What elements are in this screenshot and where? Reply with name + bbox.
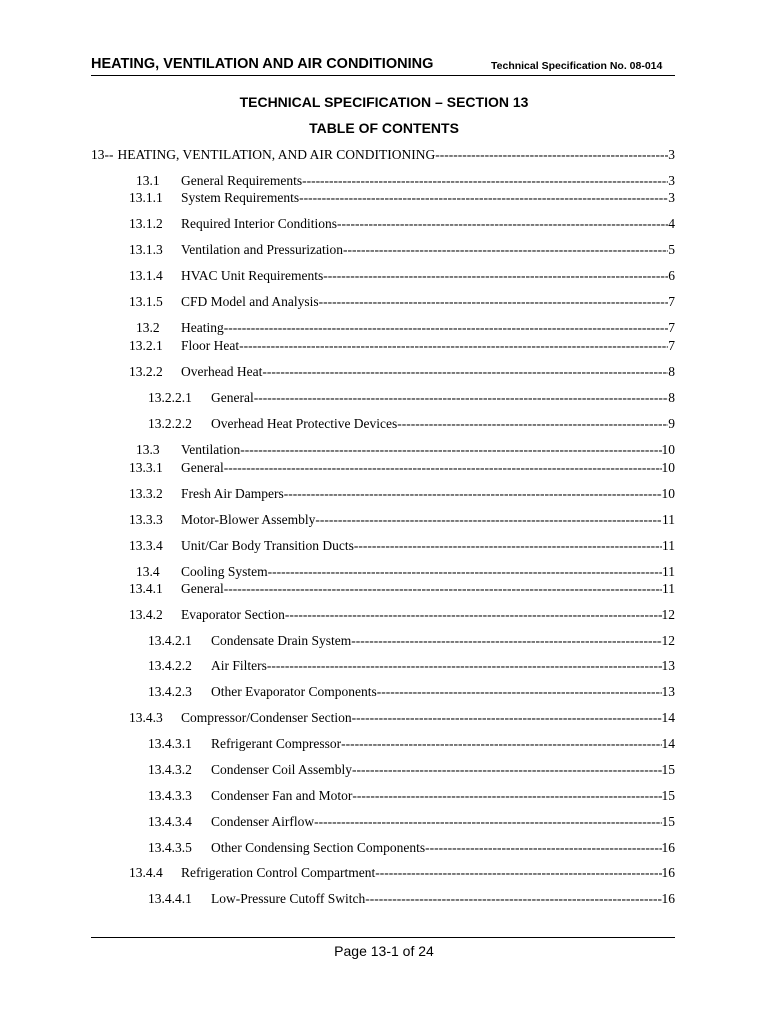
toc-entry-title: Air Filters xyxy=(211,658,267,673)
header-title: HEATING, VENTILATION AND AIR CONDITIONING xyxy=(91,56,434,72)
toc-entry-number: 13-- xyxy=(91,147,114,162)
toc-entry[interactable] xyxy=(129,190,675,206)
toc-entry-number: 13.4.2.1 xyxy=(148,633,192,648)
toc-entry[interactable] xyxy=(148,416,675,432)
toc-entry[interactable] xyxy=(148,762,675,778)
toc-entry-page: 10 xyxy=(661,486,675,501)
toc-entry[interactable] xyxy=(129,338,675,354)
toc-entry-page: 4 xyxy=(668,216,675,231)
toc-dot-leader xyxy=(314,814,661,830)
toc-entry[interactable] xyxy=(129,294,675,310)
toc-entry-number: 13.4.4.1 xyxy=(148,891,192,906)
toc-entry[interactable] xyxy=(129,268,675,284)
toc-entry-number: 13.4.2 xyxy=(129,607,163,622)
toc-entry[interactable] xyxy=(148,814,675,830)
toc-dot-leader xyxy=(365,891,661,907)
toc-dot-leader xyxy=(302,173,668,189)
toc-entry[interactable] xyxy=(129,865,675,881)
toc-entry-title: HEATING, VENTILATION, AND AIR CONDITIONING xyxy=(117,147,436,162)
toc-dot-leader xyxy=(268,564,662,580)
toc-entry-page: 16 xyxy=(661,865,675,880)
toc-entry-title: Condensate Drain System xyxy=(211,633,352,648)
toc-entry-page: 12 xyxy=(661,633,675,648)
toc-entry-page: 7 xyxy=(668,320,675,335)
toc-entry-number: 13.1.4 xyxy=(129,268,163,283)
toc-entry-number: 13.3.2 xyxy=(129,486,163,501)
toc-dot-leader xyxy=(239,338,668,354)
toc-entry[interactable] xyxy=(129,607,675,623)
toc-entry-number: 13.3.3 xyxy=(129,512,163,527)
toc-dot-leader xyxy=(354,538,662,554)
toc-entry-number: 13.2.2 xyxy=(129,364,163,379)
toc-entry-title: Heating xyxy=(181,320,224,335)
toc-entry-page: 3 xyxy=(668,190,675,205)
toc-dot-leader xyxy=(343,242,668,258)
toc-entry-number: 13.4.4 xyxy=(129,865,163,880)
toc-entry-page: 12 xyxy=(661,607,675,622)
toc-entry-page: 5 xyxy=(668,242,675,257)
toc-entry-number: 13.2.1 xyxy=(129,338,163,353)
toc-entry-title: Cooling System xyxy=(181,564,268,579)
toc-dot-leader xyxy=(435,147,668,163)
toc-entry-number: 13.1.3 xyxy=(129,242,163,257)
toc-dot-leader xyxy=(337,216,668,232)
toc-dot-leader xyxy=(240,442,661,458)
toc-entry-title: Refrigerant Compressor xyxy=(211,736,342,751)
toc-entry[interactable] xyxy=(148,658,675,674)
toc-dot-leader xyxy=(352,710,662,726)
toc-entry-title: Condenser Coil Assembly xyxy=(211,762,352,777)
toc-entry-page: 14 xyxy=(661,710,675,725)
toc-entry-number: 13.4.3.1 xyxy=(148,736,192,751)
toc-entry-number: 13.1 xyxy=(136,173,160,188)
toc-entry[interactable] xyxy=(129,710,675,726)
toc-dot-leader xyxy=(284,486,662,502)
toc-entry-title: CFD Model and Analysis xyxy=(181,294,319,309)
toc-entry-title: General Requirements xyxy=(181,173,303,188)
toc-entry[interactable] xyxy=(148,684,675,700)
toc-entry-number: 13.4.1 xyxy=(129,581,163,596)
toc-entry-title: Condenser Fan and Motor xyxy=(211,788,353,803)
toc-entry[interactable] xyxy=(148,736,675,752)
toc-dot-leader xyxy=(351,633,661,649)
toc-entry-title: General xyxy=(181,460,224,475)
toc-entry-number: 13.3.1 xyxy=(129,460,163,475)
toc-dot-leader xyxy=(397,416,668,432)
toc-entry-title: Ventilation xyxy=(181,442,241,457)
toc-entry[interactable] xyxy=(129,242,675,258)
toc-entry-title: Other Condensing Section Components xyxy=(211,840,426,855)
toc-entry-page: 11 xyxy=(662,564,675,579)
toc-entry-number: 13.1.1 xyxy=(129,190,163,205)
toc-entry[interactable] xyxy=(129,364,675,380)
page-number: Page 13-1 of 24 xyxy=(334,943,434,959)
toc-entry-page: 15 xyxy=(661,788,675,803)
toc-entry-page: 15 xyxy=(661,762,675,777)
toc-dot-leader xyxy=(224,581,662,597)
toc-dot-leader xyxy=(262,364,668,380)
toc-entry-title: Ventilation and Pressurization xyxy=(181,242,343,257)
toc-entry-title: General xyxy=(211,390,254,405)
toc-entry-title: HVAC Unit Requirements xyxy=(181,268,324,283)
toc-heading: TABLE OF CONTENTS xyxy=(309,120,459,136)
toc-entry-title: Required Interior Conditions xyxy=(181,216,337,231)
toc-dot-leader xyxy=(425,840,661,856)
toc-dot-leader xyxy=(267,658,662,674)
toc-entry-title: Unit/Car Body Transition Ducts xyxy=(181,538,354,553)
toc-entry-page: 10 xyxy=(661,460,675,475)
toc-entry-page: 11 xyxy=(662,512,675,527)
toc-entry-title: Refrigeration Control Compartment xyxy=(181,865,376,880)
toc-entry-title: Fresh Air Dampers xyxy=(181,486,284,501)
toc-entry-number: 13.4.2.3 xyxy=(148,684,192,699)
toc-entry-number: 13.1.2 xyxy=(129,216,163,231)
toc-entry-page: 14 xyxy=(661,736,675,751)
toc-entry[interactable] xyxy=(129,486,675,502)
toc-entry[interactable] xyxy=(148,788,675,804)
toc-entry-number: 13.4.3.4 xyxy=(148,814,192,829)
toc-entry-page: 11 xyxy=(662,581,675,596)
toc-entry-title: Overhead Heat xyxy=(181,364,263,379)
toc-entry-page: 16 xyxy=(661,840,675,855)
toc-entry-number: 13.3 xyxy=(136,442,160,457)
toc-entry-page: 3 xyxy=(668,147,675,162)
toc-entry-title: Evaporator Section xyxy=(181,607,285,622)
toc-dot-leader xyxy=(341,736,661,752)
toc-entry-title: Floor Heat xyxy=(181,338,240,353)
toc-entry-number: 13.4.3 xyxy=(129,710,163,725)
toc-entry[interactable] xyxy=(136,173,675,189)
toc-entry-page: 13 xyxy=(661,684,675,699)
toc-entry-number: 13.4.3.3 xyxy=(148,788,192,803)
header-spec-number: Technical Specification No. 08-014 xyxy=(491,60,663,72)
toc-entry-page: 6 xyxy=(668,268,675,283)
toc-entry[interactable] xyxy=(136,564,675,580)
toc-entry[interactable] xyxy=(129,216,675,232)
toc-entry-page: 7 xyxy=(668,294,675,309)
toc-entry[interactable] xyxy=(129,538,675,554)
toc-dot-leader xyxy=(254,390,669,406)
toc-entry-number: 13.1.5 xyxy=(129,294,163,309)
toc-entry-number: 13.2.2.1 xyxy=(148,390,192,405)
toc-dot-leader xyxy=(375,865,661,881)
toc-entry-number: 13.4 xyxy=(136,564,160,579)
toc-dot-leader xyxy=(224,320,669,336)
toc-entry-page: 7 xyxy=(668,338,675,353)
toc-entry[interactable] xyxy=(129,460,675,476)
toc-dot-leader xyxy=(224,460,662,476)
toc-entry-title: Compressor/Condenser Section xyxy=(181,710,352,725)
toc-entry[interactable] xyxy=(91,147,675,163)
toc-dot-leader xyxy=(323,268,668,284)
toc-entry-title: Other Evaporator Components xyxy=(211,684,377,699)
toc-entry[interactable] xyxy=(148,891,675,907)
toc-dot-leader xyxy=(352,762,662,778)
toc-entry-title: Motor-Blower Assembly xyxy=(181,512,316,527)
toc-entry[interactable] xyxy=(148,633,675,649)
toc-dot-leader xyxy=(319,294,669,310)
toc-entry-page: 9 xyxy=(668,416,675,431)
toc-entry-number: 13.4.2.2 xyxy=(148,658,192,673)
toc-entry-page: 3 xyxy=(668,173,675,188)
footer-rule xyxy=(91,937,675,938)
toc-entry-page: 8 xyxy=(668,364,675,379)
toc-dot-leader xyxy=(352,788,661,804)
section-title: TECHNICAL SPECIFICATION – SECTION 13 xyxy=(239,94,529,110)
toc-entry-page: 15 xyxy=(661,814,675,829)
toc-entry[interactable] xyxy=(136,320,675,336)
toc-dot-leader xyxy=(315,512,662,528)
toc-entry[interactable] xyxy=(129,512,675,528)
toc-entry-title: Condenser Airflow xyxy=(211,814,315,829)
toc-entry-title: Low-Pressure Cutoff Switch xyxy=(211,891,366,906)
toc-entry[interactable] xyxy=(129,581,675,597)
toc-entry-page: 8 xyxy=(668,390,675,405)
toc-entry-number: 13.3.4 xyxy=(129,538,163,553)
toc-entry-title: Overhead Heat Protective Devices xyxy=(211,416,398,431)
toc-entry-page: 13 xyxy=(661,658,675,673)
toc-entry-number: 13.4.3.2 xyxy=(148,762,192,777)
toc-entry-number: 13.4.3.5 xyxy=(148,840,192,855)
toc-dot-leader xyxy=(299,190,668,206)
toc-entry[interactable] xyxy=(136,442,675,458)
toc-entry[interactable] xyxy=(148,390,675,406)
toc-dot-leader xyxy=(377,684,662,700)
toc-entry-title: System Requirements xyxy=(181,190,300,205)
toc-entry-number: 13.2.2.2 xyxy=(148,416,192,431)
toc-entry[interactable] xyxy=(148,840,675,856)
toc-entry-page: 10 xyxy=(661,442,675,457)
toc-entry-number: 13.2 xyxy=(136,320,160,335)
toc-entry-title: General xyxy=(181,581,224,596)
toc-entry-page: 16 xyxy=(661,891,675,906)
toc-entry-page: 11 xyxy=(662,538,675,553)
toc-dot-leader xyxy=(285,607,662,623)
